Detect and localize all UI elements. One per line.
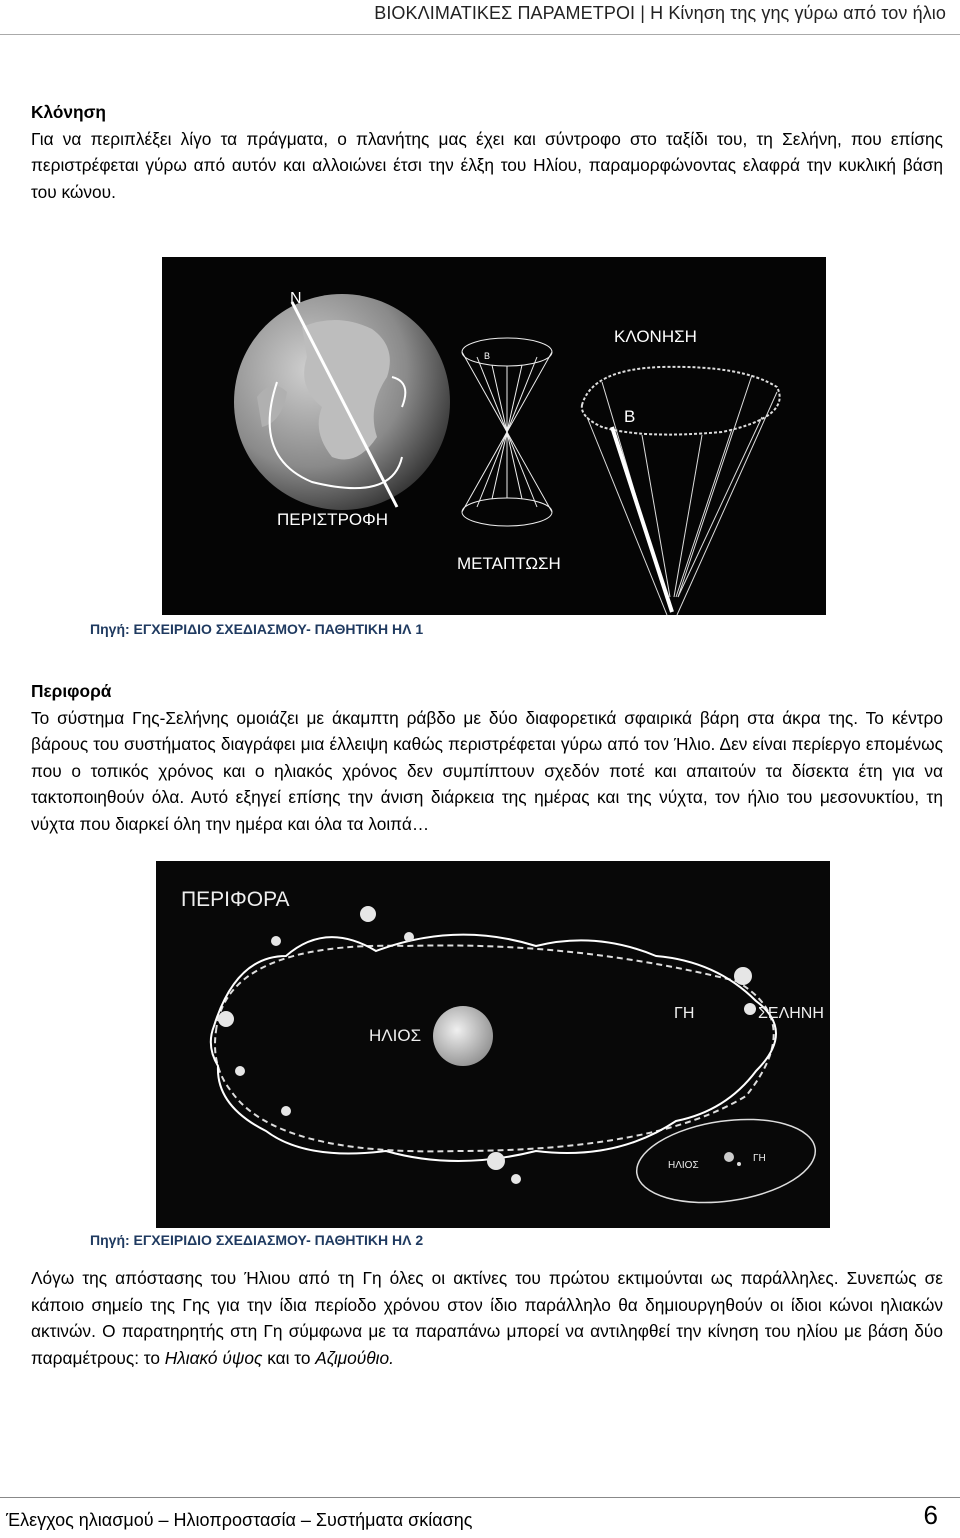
sun-label: ΗΛΙΟΣ — [369, 1026, 422, 1045]
north-label: N — [290, 290, 302, 307]
point-b-label: B — [624, 407, 636, 426]
moon-label: ΣΕΛΗΝΗ — [758, 1005, 824, 1022]
point-b-small-label: B — [484, 351, 491, 361]
running-header: ΒΙΟΚΛΙΜΑΤΙΚΕΣ ΠΑΡΑΜΕΤΡΟΙ | Η Κίνηση της γης γύρω από τον ήλιο — [374, 3, 946, 23]
sun — [433, 1006, 493, 1066]
figure1-caption: Πηγή: ΕΓΧΕΙΡΙΔΙΟ ΣΧΕΔΙΑΣΜΟΥ- ΠΑΘΗΤΙΚΗ ΗΛ 1 — [90, 621, 424, 637]
earth-label: ΓΗ — [674, 1005, 695, 1022]
paragraph-nutation: Για να περιπλέξει λίγο τα πράγματα, ο πλανήτης μας έχει και σύντροφο στο ταξίδι του, τη Σελήνη, που επίσης περιστρέφεται γύρω από αυτόν και αλλοιώνει έτσι την έλξη του Ηλίου, παραμορφώνοντας ελαφρά την κυκλική βάση του κώνου. — [31, 128, 943, 202]
section-nutation — [31, 99, 943, 205]
paragraph-sun-rays — [31, 1265, 943, 1371]
inset-earth-label: ΓΗ — [753, 1153, 766, 1164]
figure-revolution — [156, 861, 830, 1228]
solar-altitude-term: Ηλιακό ύψος — [164, 1347, 263, 1368]
footer-title: Έλεγχος ηλιασμού – Ηλιοπροστασία – Συστήματα σκίασης — [6, 1510, 473, 1530]
section-revolution — [31, 678, 943, 837]
page-number: 6 — [923, 1500, 938, 1530]
paragraph-revolution: Το σύστημα Γης-Σελήνης ομοιάζει με άκαμπτη ράβδο με δύο διαφορετικά σφαιρικά βάρη στα άκρα της. Το κέντρο βάρους του συστήματος διαγράφει μια έλλειψη καθώς περιστρέφεται γύρω από τον Ήλιο. Δεν είναι περίεργο επομένως που ο τοπικός χρόνος και ο ηλιακός χρόνος δεν συμπίπτουν σχεδόν ποτέ και απαιτούν τα δίσεκτα έτη για να τακτοποιηθούν όλα. Αυτό εξηγεί επίσης την άνιση διάρκεια της ημέρας και της νύχτα, τον ήλιο του μεσονυκτίου, τη νύχτα που διαρκεί όλη την ημέρα και όλα τα λοιπά… — [31, 707, 943, 834]
azimuth-term: Αζιμούθιο. — [315, 1347, 394, 1368]
precession-label: ΜΕΤΑΠΤΩΣΗ — [457, 554, 561, 573]
header-divider — [0, 34, 960, 35]
figure2-caption: Πηγή: ΕΓΧΕΙΡΙΔΙΟ ΣΧΕΔΙΑΣΜΟΥ- ΠΑΘΗΤΙΚΗ ΗΛ 2 — [90, 1232, 424, 1248]
paragraph-sun-rays-conjunction: και το — [262, 1347, 316, 1368]
paragraph-sun-rays-text: Λόγω της απόστασης του Ήλιου από τη Γη όλες οι ακτίνες του πρώτου εκτιμούνται ως παράλληλες. Συνεπώς σε κάποιο σημείο της Γης για την ίδια περίοδο χρόνου στον ίδιο παράλληλο θα δημιουργηθούν οι ίδιοι κώνοι ηλιακών ακτινών. Ο παρατηρητής στη Γη σύμφωνα με τα παραπάνω μπορεί να αντιληφθεί την κίνηση του ηλίου με βάση δύο παραμέτρους: το — [31, 1268, 943, 1368]
rotation-label: ΠΕΡΙΣΤΡΟΦΗ — [277, 510, 388, 529]
revolution-title-label: ΠΕΡΙΦΟΡΑ — [181, 888, 290, 911]
section-heading-revolution: Περιφορά — [31, 681, 112, 701]
nutation-label: ΚΛΟΝΗΣΗ — [614, 327, 697, 346]
inset-sun-label: ΗΛΙΟΣ — [668, 1160, 699, 1171]
figure-rotation-precession-nutation — [162, 257, 826, 615]
page-footer — [0, 1497, 960, 1538]
section-heading-nutation: Κλόνηση — [31, 102, 106, 122]
